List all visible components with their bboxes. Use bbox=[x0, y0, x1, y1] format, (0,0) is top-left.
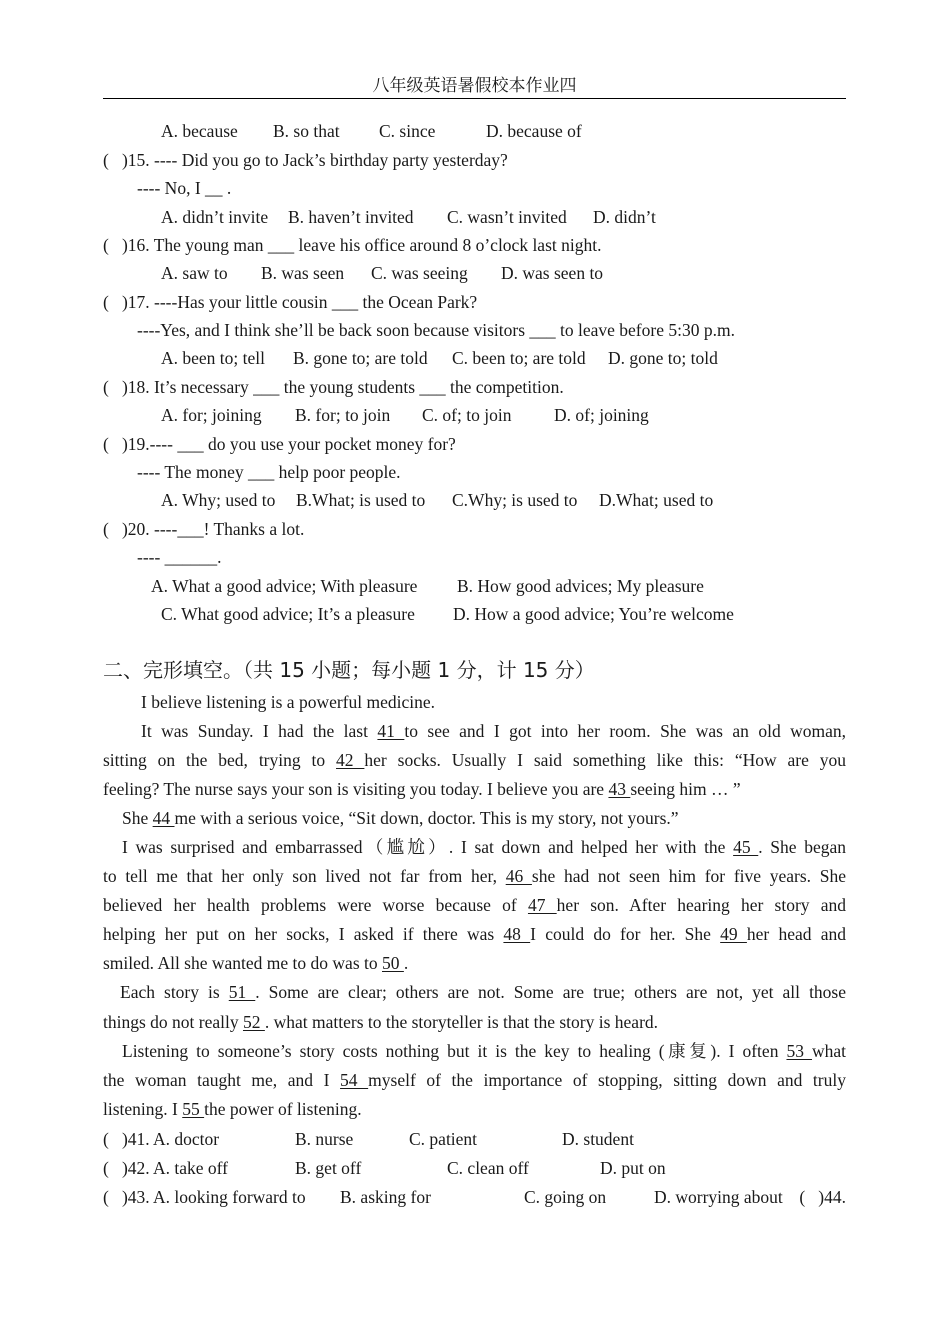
blank-53: 53 bbox=[786, 1041, 812, 1061]
q16-option-a: A. saw to bbox=[161, 263, 228, 283]
passage-line: I was surprised and embarrassed（尴尬）. I sat down and helped her with the 45 . She began bbox=[122, 837, 846, 857]
section-title-cloze: 二、完形填空。（共 15 小题；每小题 1 分，计 15 分） bbox=[103, 658, 595, 682]
blank-45: 45 bbox=[733, 837, 759, 857]
passage-line: I believe listening is a powerful medicine. bbox=[141, 692, 436, 712]
q19-stem: ( )19.---- ___ do you use your pocket money for? bbox=[103, 434, 456, 454]
passage-line: It was Sunday. I had the last 41 to see and I got into her room. She was an old woman, bbox=[141, 721, 847, 741]
blank-46: 46 bbox=[505, 866, 532, 886]
q15-options bbox=[103, 206, 846, 228]
q18-option-b: B. for; to join bbox=[295, 405, 391, 425]
q42-option-b: B. get off bbox=[295, 1158, 362, 1178]
q43-option-d: D. worrying about bbox=[654, 1187, 783, 1207]
passage-line: listening. I 55 the power of listening. bbox=[103, 1099, 362, 1119]
q17-option-b: B. gone to; are told bbox=[293, 348, 428, 368]
blank-49: 49 bbox=[720, 924, 747, 944]
q43-number: ( )43. bbox=[103, 1187, 150, 1207]
q41-option-a: A. doctor bbox=[153, 1129, 220, 1149]
q15-answer-line: ---- No, I __ . bbox=[137, 178, 232, 198]
q41-option-c: C. patient bbox=[409, 1129, 478, 1149]
q17-stem: ( )17. ----Has your little cousin ___ the Ocean Park? bbox=[103, 292, 478, 312]
passage-line: smiled. All she wanted me to do was to 50 . bbox=[103, 953, 409, 973]
q19-option-c: C.Why; is used to bbox=[452, 490, 578, 510]
q14-options bbox=[103, 120, 846, 142]
passage-line: helping her put on her socks, I asked if there was 48 I could do for her. She 49 her head and bbox=[103, 924, 847, 944]
passage-line: things do not really 52 . what matters to the storyteller is that the story is heard. bbox=[103, 1012, 659, 1032]
q17-option-a: A. been to; tell bbox=[161, 348, 266, 368]
q20-option-a: A. What a good advice; With pleasure bbox=[151, 576, 418, 596]
blank-41: 41 bbox=[377, 721, 405, 741]
blank-43: 43 bbox=[608, 779, 631, 799]
passage-line: Listening to someone’s story costs nothing but it is the key to healing (康复). I often 53 what bbox=[122, 1041, 847, 1061]
page-header: 八年级英语暑假校本作业四 bbox=[103, 74, 846, 99]
q42 bbox=[103, 1157, 846, 1179]
q43-option-b: B. asking for bbox=[340, 1187, 431, 1207]
q16-stem: ( )16. The young man ___ leave his office around 8 o’clock last night. bbox=[103, 235, 602, 255]
q20-option-c: C. What good advice; It’s a pleasure bbox=[161, 604, 415, 624]
q19-option-b: B.What; is used to bbox=[296, 490, 426, 510]
q16-option-c: C. was seeing bbox=[371, 263, 468, 283]
blank-55: 55 bbox=[182, 1099, 205, 1119]
q43 bbox=[103, 1186, 846, 1208]
q41-option-b: B. nurse bbox=[295, 1129, 354, 1149]
q14-option-a: A. because bbox=[161, 121, 238, 141]
q16-option-d: D. was seen to bbox=[501, 263, 604, 283]
q14-option-d: D. because of bbox=[486, 121, 582, 141]
q16-options bbox=[103, 262, 846, 284]
q43-option-c: C. going on bbox=[524, 1187, 607, 1207]
blank-42: 42 bbox=[336, 750, 365, 770]
q20-option-b: B. How good advices; My pleasure bbox=[457, 576, 704, 596]
blank-48: 48 bbox=[503, 924, 531, 944]
passage-line: She 44 me with a serious voice, “Sit down, doctor. This is my story, not yours.” bbox=[122, 808, 679, 828]
q18-options bbox=[103, 404, 846, 426]
q19-option-d: D.What; used to bbox=[599, 490, 714, 510]
q20-option-d: D. How a good advice; You’re welcome bbox=[453, 604, 734, 624]
q17-answer-line: ----Yes, and I think she’ll be back soon because visitors ___ to leave before 5:30 p.m. bbox=[137, 320, 735, 340]
passage-line: Each story is 51 . Some are clear; others are not. Some are true; others are not, yet all those bbox=[120, 982, 847, 1002]
q18-option-c: C. of; to join bbox=[422, 405, 512, 425]
q18-option-a: A. for; joining bbox=[161, 405, 262, 425]
q42-option-d: D. put on bbox=[600, 1158, 666, 1178]
q19-options bbox=[103, 489, 846, 511]
q17-option-d: D. gone to; told bbox=[608, 348, 718, 368]
q41-number: ( )41. bbox=[103, 1129, 150, 1149]
blank-44: 44 bbox=[152, 808, 175, 828]
passage-line: believed her health problems were worse because of 47 her son. After hearing her story and bbox=[103, 895, 847, 915]
q15-option-d: D. didn’t bbox=[593, 207, 656, 227]
q15-option-b: B. haven’t invited bbox=[288, 207, 414, 227]
q43-option-a: A. looking forward to bbox=[153, 1187, 306, 1207]
q42-option-a: A. take off bbox=[153, 1158, 228, 1178]
q42-option-c: C. clean off bbox=[447, 1158, 529, 1178]
q42-number: ( )42. bbox=[103, 1158, 150, 1178]
q44-number: ( )44. bbox=[799, 1187, 846, 1207]
q18-option-d: D. of; joining bbox=[554, 405, 649, 425]
q15-stem: ( )15. ---- Did you go to Jack’s birthday party yesterday? bbox=[103, 150, 508, 170]
q41-option-d: D. student bbox=[562, 1129, 634, 1149]
passage-line: feeling? The nurse says your son is visiting you today. I believe you are 43 seeing him … ” bbox=[103, 779, 741, 799]
q20-answer-line: ---- ______. bbox=[137, 547, 222, 567]
q20-options-ab bbox=[103, 575, 846, 597]
q41 bbox=[103, 1128, 846, 1150]
passage-line: sitting on the bed, trying to 42 her socks. Usually I said something like this: “How are you bbox=[103, 750, 847, 770]
q20-options-cd bbox=[103, 603, 846, 625]
q15-option-a: A. didn’t invite bbox=[161, 207, 269, 227]
q14-option-c: C. since bbox=[379, 121, 436, 141]
blank-51: 51 bbox=[228, 982, 256, 1002]
q17-options bbox=[103, 347, 846, 369]
q19-option-a: A. Why; used to bbox=[161, 490, 276, 510]
blank-52: 52 bbox=[242, 1012, 265, 1032]
blank-50: 50 bbox=[382, 953, 404, 973]
blank-47: 47 bbox=[527, 895, 557, 915]
q19-answer-line: ---- The money ___ help poor people. bbox=[137, 462, 401, 482]
q15-option-c: C. wasn’t invited bbox=[447, 207, 567, 227]
passage-line: to tell me that her only son lived not far from her, 46 she had not seen him for five years. She bbox=[103, 866, 847, 886]
q20-stem: ( )20. ----___! Thanks a lot. bbox=[103, 519, 305, 539]
q18-stem: ( )18. It’s necessary ___ the young students ___ the competition. bbox=[103, 377, 564, 397]
passage-line: the woman taught me, and I 54 myself of the importance of stopping, sitting down and truly bbox=[103, 1070, 846, 1090]
blank-54: 54 bbox=[340, 1070, 369, 1090]
q14-option-b: B. so that bbox=[273, 121, 340, 141]
q17-option-c: C. been to; are told bbox=[452, 348, 586, 368]
q16-option-b: B. was seen bbox=[261, 263, 345, 283]
